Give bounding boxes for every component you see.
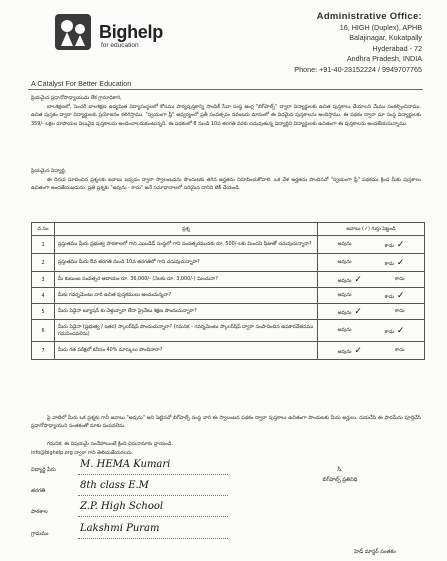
answer-option-yes[interactable] [338,275,362,285]
check-mark-icon: ✓ [394,257,405,268]
check-mark-icon: ✓ [351,274,362,285]
class-label: తరగతి [31,488,46,494]
school-label: పాఠశాల [31,509,48,515]
village-value: Lakshmi Puram [80,523,160,534]
note-paragraph: గమనిక: ఈ విషయమై సందేహాలుంటే క్రింది చిరునామాకు వ్రాయండి. [47,441,173,447]
answer-no-label: కాదు [384,328,395,335]
row-number: 6 [32,320,55,342]
table-row [32,236,425,254]
answer-option-yes[interactable] [338,346,362,356]
answer-options [321,326,421,336]
office-address [294,12,422,75]
school-value: Z.P. High School [80,501,164,512]
row-answer [318,342,425,360]
column-header-question: ప్రశ్న [55,223,318,236]
table-row [32,254,425,272]
row-question: మీరు ఏదైనా (ప్రభుత్వ / ఇతర) స్కాలర్‌షిప్ పొందుచున్నారా? (గమనిక - గవర్నమెంటు స్కాలర్‌షిప్ ద్వారా సంపాదించిన ఉపకారవేతనము గమనించవలెను) [55,320,318,342]
table-row [32,342,425,360]
row-number: 2 [32,254,55,272]
answer-yes-label: అవును [337,259,352,265]
answer-option-yes[interactable] [338,259,352,266]
check-mark-icon: ✓ [351,345,362,356]
field-underline [78,538,228,539]
answer-no-label: కాదు [384,293,395,300]
closing-paragraph: పై వాటిలో మీరు ఒక ప్రశ్నకు గానీ జవాబు "అవును" అని పెట్టినచో బిగ్‌హెల్ప్ సంస్థ వారి ఈ స్వాలంబన పథకం ద్వారా పుస్తకాలు ఉచితంగా పొందుటకు మీరు అర్హులు. దయచేసి ఈ ఫారమ్‌ను పూర్తిచేసి ప్రధానోపాధ్యాయుని సంతకంతో మాకు పంపవలెను. [31,415,421,430]
answer-yes-label: అవును [337,309,352,316]
table-row [32,288,425,304]
row-number: 5 [32,304,55,320]
answer-option-yes[interactable] [338,292,352,299]
office-line: Andhra Pradesh, INDIA [346,54,422,63]
row-answer [318,272,425,288]
answer-option-no[interactable] [385,326,405,336]
answer-options [321,307,421,317]
answer-option-no[interactable] [395,347,404,354]
signature-mark: సీ. [337,467,343,473]
answer-option-yes[interactable] [338,241,352,248]
answer-options [321,240,421,250]
answer-no-label: కాదు [395,308,405,314]
answer-no-label: కాదు [384,260,395,267]
answer-options [321,258,421,268]
answer-option-no[interactable] [385,291,405,301]
answer-no-label: కాదు [384,242,395,249]
brand-subtitle: for education [101,42,139,49]
row-answer [318,304,425,320]
answer-yes-label: అవును [337,327,352,333]
column-header-answer: జవాబు (✓) గుర్తు పెట్టండి [318,223,425,236]
check-mark-icon: ✓ [351,306,362,317]
answer-yes-label: అవును [337,277,352,284]
answer-option-yes[interactable] [338,327,352,334]
answer-no-label: కాదు [395,276,405,282]
row-number: 7 [32,342,55,360]
tagline: A Catalyst For Better Education [31,79,132,88]
answer-no-label: కాదు [395,347,405,353]
field-underline [78,495,228,496]
check-mark-icon: ✓ [394,325,405,336]
answer-yes-label: అవును [337,241,352,247]
bighelp-logo-icon [53,12,93,52]
answer-yes-label: అవును [337,292,352,298]
row-question: ప్రస్తుతము మీరు 8వ తరగతి నుండి 10వ తరగతిలో గాని చదువుచున్నారా? [55,254,318,272]
row-question: ప్రస్తుతము మీరు ప్రభుత్వ పాఠశాలలో గాని ఎయిడెడ్ సంస్థలో గాని సంవత్సరమునకు రూ. 500/-లకు మించని ఫీజుతో చదువుచున్నారా? [55,236,318,254]
headmaster-caption: హెడ్ మాస్టర్ సంతకం [354,549,396,555]
answer-options [321,346,421,356]
row-question: మీ కుటుంబ సంవత్సర ఆదాయం రూ. 36,000/- (నెలకు రూ. 3,000/-) మించునా? [55,272,318,288]
table-header-row [32,223,425,236]
row-question: మీరు ఏదైనా ట్యూషన్ కు వెళ్తున్నారా లేదా ప్రైవేటు శిక్షణ పొందుచున్నారా? [55,304,318,320]
answer-option-no[interactable] [385,258,405,268]
answer-option-yes[interactable] [338,307,362,317]
office-phone: Phone: +91-40-23152224 / 9949707765 [294,64,422,74]
salutation: ప్రియమైన ప్రధానోపాధ్యాయుడు లేక గ్రామాధికారి, [31,95,122,101]
row-number: 4 [32,288,55,304]
office-line: Hyderabad - 72 [372,43,422,53]
village-label: గ్రామము [31,531,49,537]
email-line: info@bighelp.org ద్వారా గాని తెలియజేయగలరు. [31,450,134,456]
row-number: 3 [32,272,55,288]
check-mark-icon: ✓ [394,239,405,250]
row-question: మీకు గవర్నమెంటు వారి ఉచిత పుస్తకములు అందుచున్నవా? [55,288,318,304]
student-salutation: ప్రియమైన విద్యార్థి, [31,168,67,174]
office-title: Administrative Office: [316,11,422,22]
instructions-paragraph: ఈ దిగువ సూచించిన ప్రశ్నలకు జవాబు ఇవ్వడం ద్వారా స్వాలంబనను పొందుటకు తగిన అర్హతను నిరూపించుకోవాలి. ఒక వేళ అర్హతను పొందినచో "స్వయంగా ఫ్రీ" పథకము క్రింద మీకు పుస్తకాలు ఉచితంగా అందజేయబడును. ప్రతి ప్రశ్నకు "అవును - కాదు" అనే సమాధానాలలో సరియైన దానిని టిక్ చేయండి. [31,177,421,192]
student-name-label: విద్యార్థి పేరు [31,467,56,473]
student-name-value: M. HEMA Kumari [80,459,171,470]
representative-caption: బిగ్‌హెల్ప్ ప్రతినిధి [322,477,358,483]
row-question: మీరు గత పరీక్షలో కనీసం 40% మార్కులు పొందినారా? [55,342,318,360]
answer-options [321,275,421,285]
field-underline [78,474,228,475]
row-number: 1 [32,236,55,254]
class-value: 8th class E.M [80,480,149,491]
table-row [32,320,425,342]
table-row [32,272,425,288]
row-answer [318,320,425,342]
intro-paragraph: బాలశిక్షణలో, సెంచరీ బాలశిక్షణ ఉద్యమిత విద్యాసంస్థలలో కోసము పాఠ్యపుస్తకాన్ని సాంపిక్ సేవా సంస్థ ఆంగ్ల "బిగ్‌హెల్ప్" ద్వారా విద్యార్థులకు ఉచిత పుస్తకాలు చేయాలని మేము సంకల్పించినాము. ఉచిత పుస్తకం ద్వారా విద్యార్థులకు ప్రయోజనం కలిగిస్తాము. "స్వయంగా ఫ్రీ" ఆధ్వర్యంలో ప్రతీ సంవత్సరం నవంబరు మాసంలో ఈ విధమైన పుస్తకాలను అందిస్తాము. ఈ పథకం ద్వారా మా సంస్థ విద్యార్థులకు 359/- లక్షల రూపాయల విలువైన పుస్తకాలను అందించాలనుకుంటున్నది. ఈ పథకంలో 8 నుండి 10వ తరగతి వరకు చదువుతున్న విద్యార్థిని విద్యార్థులకు ఉచితంగా ఈ పుస్తకాలను అందజేయనున్నాము. [31,104,421,127]
answer-options [321,291,421,301]
answer-yes-label: అవును [337,348,352,355]
answer-option-no[interactable] [395,276,404,283]
brand-name: Bighelp [99,22,163,42]
answer-option-no[interactable] [395,308,404,315]
check-mark-icon: ✓ [394,290,405,301]
bighelp-logo [53,12,193,56]
row-answer [318,236,425,254]
office-line: Balajinagar, Kukatpally [349,33,422,42]
table-row [32,304,425,320]
office-line: 16, HIGH (Duplex), APHB [339,22,422,32]
column-header-number: వ.సం [32,223,55,236]
answer-option-no[interactable] [385,240,405,250]
row-answer [318,288,425,304]
row-answer [318,254,425,272]
header-divider [28,89,423,90]
field-underline [78,516,228,517]
eligibility-table [31,222,425,360]
